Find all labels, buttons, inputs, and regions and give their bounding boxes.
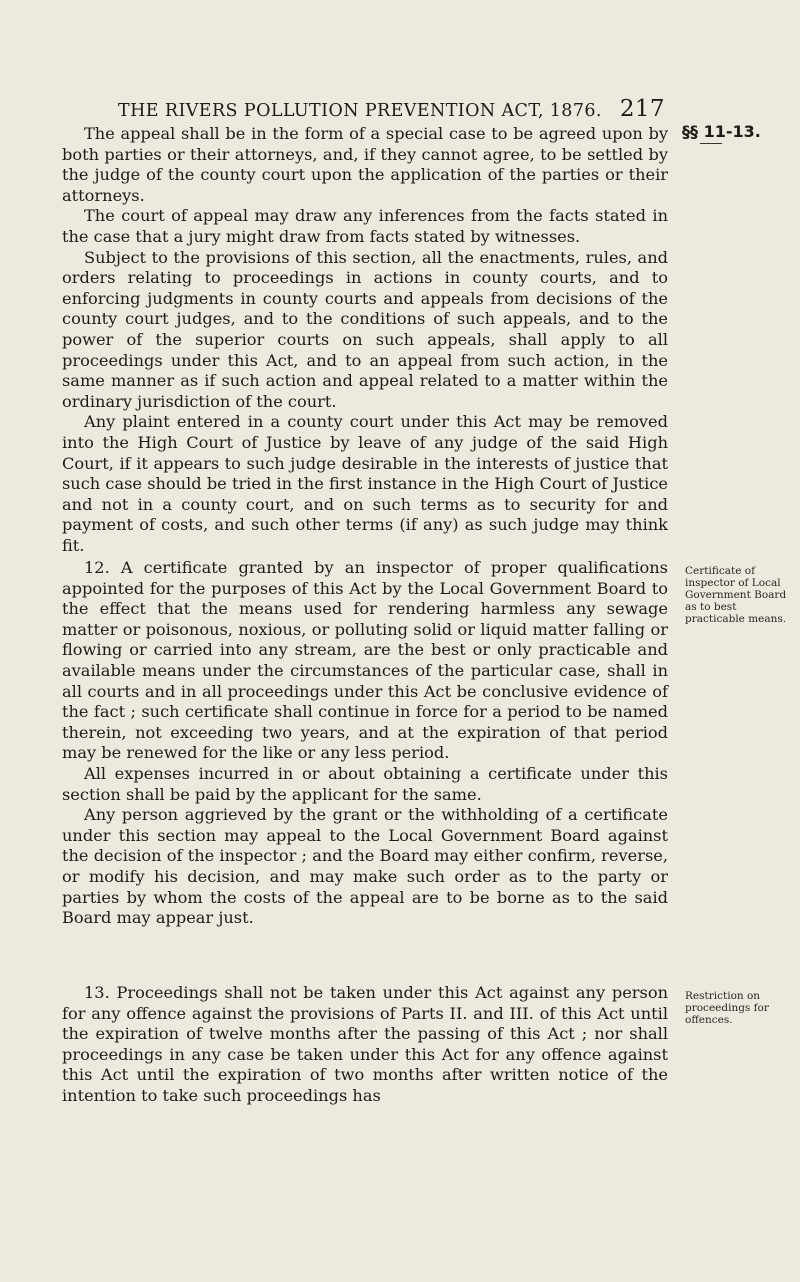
section-12-text bbox=[62, 558, 668, 929]
paragraph: Any plaint entered in a county court under this Act may be removed into the High Court of Justice by leave of any judge of the said High Court, if it appears to such judge desirable in the interests of justice that such case should be tried in the first instance in the High Court of Justice and not in a county court, and on such terms as to security for and payment of costs, and such other terms (if any) as such judge may think fit. bbox=[62, 412, 668, 555]
marginal-note-section-12: Certificate of inspector of Local Government Board as to best practicable means. bbox=[685, 565, 787, 625]
paragraph: All expenses incurred in or about obtaining a certificate under this section shall be paid by the applicant for the same. bbox=[62, 763, 668, 804]
paragraph: The court of appeal may draw any inferences from the facts stated in the case that a jury might draw from facts stated by witnesses. bbox=[62, 206, 668, 246]
section-reference-rule bbox=[700, 143, 722, 144]
running-head bbox=[118, 96, 718, 122]
paragraph: 13. Proceedings shall not be taken under this Act against any person for any offence against the provisions of Parts II. and III. of this Act until the expiration of twelve months after the passing of this Act ; nor shall proceedings in any case be taken under this Act for any offence against this Act until the expiration of two months after written notice of the intention to take such proceedings has bbox=[62, 983, 668, 1105]
paragraph: Any person aggrieved by the grant or the withholding of a certificate under this section may appeal to the Local Government Board against the decision of the inspector ; and the Board may either confirm, reverse, or modify his decision, and may make such order as to the party or parties by whom the costs of the appeal are to be borne as to the said Board may appear just. bbox=[62, 805, 668, 928]
marginal-note-section-13: Restriction on proceedings for offences. bbox=[685, 990, 769, 1026]
running-head-title: THE RIVERS POLLUTION PREVENTION ACT, 1876. bbox=[118, 101, 602, 121]
section-reference: §§ 11-13. bbox=[682, 122, 761, 141]
section-13-text bbox=[62, 983, 668, 1107]
page-number: 217 bbox=[619, 96, 665, 122]
paragraph: 12. A certificate granted by an inspector of proper qualifications appointed for the purposes of this Act by the Local Government Board to the effect that the means used for rendering harmless any sewage matter or poisonous, noxious, or polluting solid or liquid matter falling or flowing or carried into any stream, are the best or only practicable and available means under the circumstances of the particular case, shall in all courts and in all proceedings under this Act be conclusive evidence of the fact ; such certificate shall continue in force for a period to be named therein, not exceeding two years, and at the expiration of that period may be renewed for the like or any less period. bbox=[62, 558, 668, 763]
paragraph: Subject to the provisions of this section, all the enactments, rules, and orders relating to proceedings in actions in county courts, and to enforcing judgments in county courts and appeals from decisions of the county court judges, and to the conditions of such appeals, and to the power of the superior courts on such appeals, shall apply to all proceedings under this Act, and to an appeal from such action, in the same manner as if such action and appeal related to a matter within the ordinary jurisdiction of the court. bbox=[62, 247, 668, 411]
paragraph: The appeal shall be in the form of a special case to be agreed upon by both parties or their attorneys, and, if they cannot agree, to be settled by the judge of the county court upon the application of the parties or their attorneys. bbox=[62, 124, 668, 205]
continued-section-text bbox=[62, 124, 668, 556]
